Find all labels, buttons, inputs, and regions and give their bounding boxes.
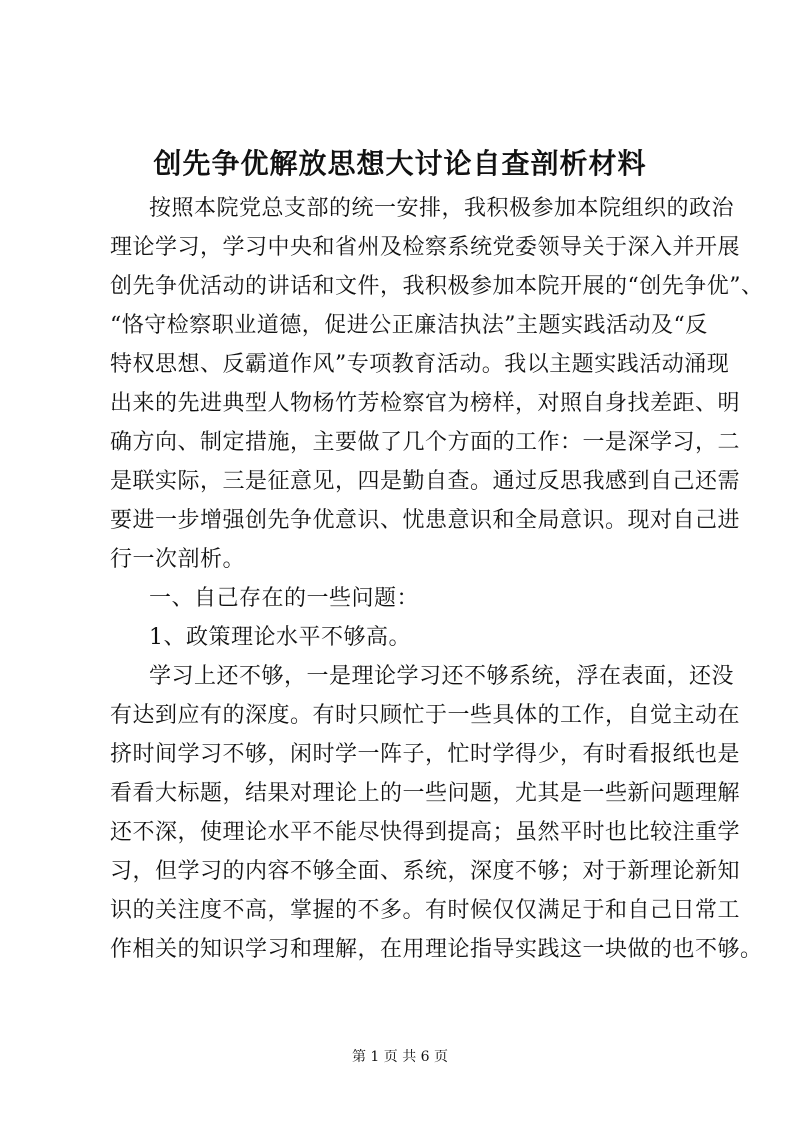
paragraph-line: 看看大标题，结果对理论上的一些问题，尤其是一些新问题理解 <box>110 781 741 806</box>
paragraph-line: 习，但学习的内容不够全面、系统，深度不够；对于新理论新知 <box>110 859 741 884</box>
paragraph-line: 确方向、制定措施，主要做了几个方面的工作：一是深学习，二 <box>110 430 741 455</box>
paragraph-line: “恪守检察职业道德，促进公正廉洁执法”主题实践活动及“反 <box>110 313 708 338</box>
paragraph-line: 学习上还不够，一是理论学习还不够系统，浮在表面，还没 <box>149 664 735 689</box>
paragraph-line: 作相关的知识学习和理解，在用理论指导实践这一块做的也不够。 <box>110 937 763 962</box>
paragraph-line: 创先争优活动的讲话和文件，我积极参加本院开展的“创先争优”、 <box>110 274 764 299</box>
paragraph-line: 出来的先进典型人物杨竹芳检察官为榜样，对照自身找差距、明 <box>110 391 741 416</box>
paragraph-line: 挤时间学习不够，闲时学一阵子，忙时学得少，有时看报纸也是 <box>110 742 741 767</box>
paragraph-line: 特权思想、反霸道作风”专项教育活动。我以主题实践活动涌现 <box>110 352 730 377</box>
paragraph-line: 要进一步增强创先争优意识、忧患意识和全局意识。现对自己进 <box>110 508 741 533</box>
paragraph-line: 行一次剖析。 <box>110 547 246 572</box>
paragraph-line: 理论学习，学习中央和省州及检察系统党委领导关于深入并开展 <box>110 235 741 260</box>
paragraph-line: 按照本院党总支部的统一安排，我积极参加本院组织的政治 <box>149 196 735 221</box>
document-title: 创先争优解放思想大讨论自查剖析材料 <box>153 147 647 180</box>
page-footer: 第 1 页 共 6 页 <box>351 1049 449 1065</box>
paragraph-line: 识的关注度不高，掌握的不多。有时候仅仅满足于和自己日常工 <box>110 898 741 923</box>
paragraph-line: 还不深，使理论水平不能尽快得到提高；虽然平时也比较注重学 <box>110 820 741 845</box>
subsection-heading: 1、政策理论水平不够高。 <box>149 625 411 650</box>
paragraph-line: 是联实际，三是征意见，四是勤自查。通过反思我感到自己还需 <box>110 469 741 494</box>
section-heading: 一、自己存在的一些问题： <box>149 586 420 611</box>
paragraph-line: 有达到应有的深度。有时只顾忙于一些具体的工作，自觉主动在 <box>110 703 741 728</box>
